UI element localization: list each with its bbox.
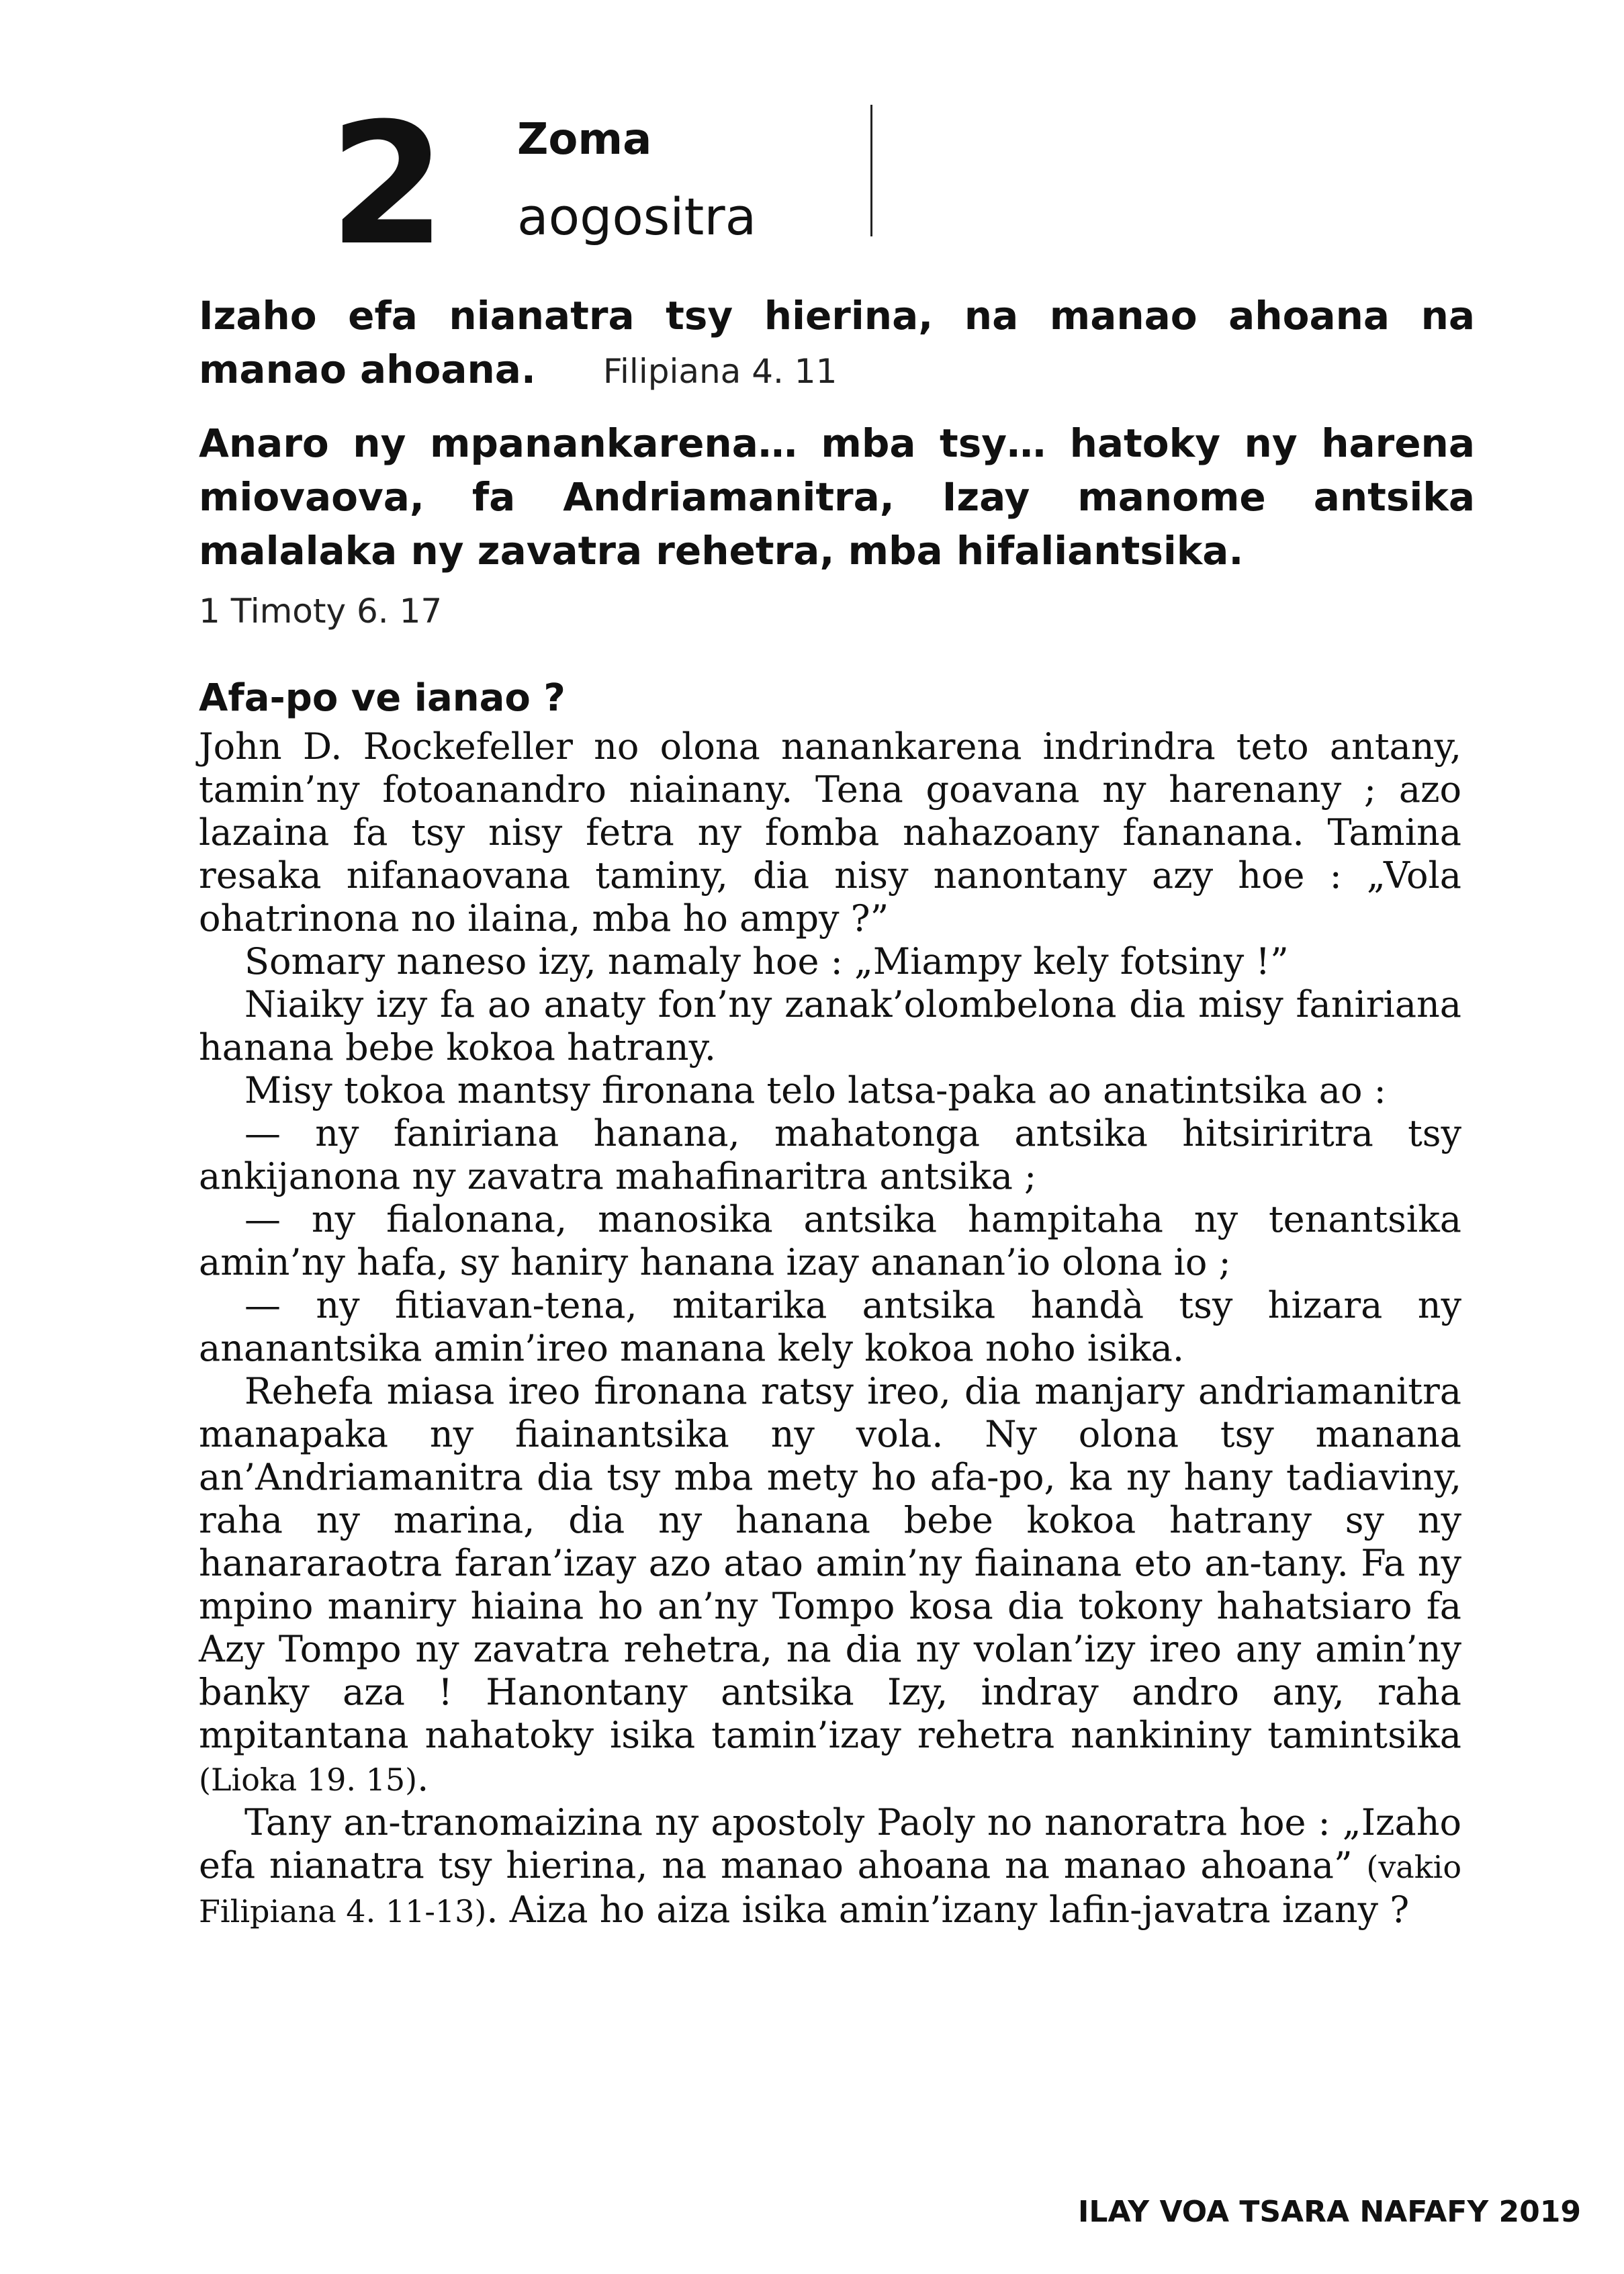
devotional-body bbox=[199, 725, 1461, 1933]
body-paragraph: Misy tokoa mantsy fironana telo latsa-paka ao anatintsika ao : bbox=[244, 1069, 1386, 1111]
body-paragraph: Niaiky izy fa ao anaty fon’ny zanak’olombelona dia misy faniriana hanana bebe kokoa hatrany. bbox=[199, 983, 1461, 1068]
second-verse bbox=[199, 416, 1475, 578]
day-number: 2 bbox=[329, 87, 442, 282]
section-title: Afa-po ve ianao ? bbox=[199, 676, 566, 720]
list-item: — ny fialonana, manosika antsika hampitaha ny tenantsika amin’ny hafa, sy haniry hanana izay ananan’io olona io ; bbox=[199, 1198, 1461, 1283]
body-paragraph bbox=[199, 1801, 1461, 1933]
body-paragraph: John D. Rockefeller no olona nanankarena indrindra teto antany, tamin’ny fotoanandro niainany. Tena goavana ny harenany ; azo lazaina fa tsy nisy fetra ny fomba nahazoany fananana. Tamina resaka nifanaovana taminy, dia nisy nanontany azy hoe : „Vola ohatrinona no ilaina, mba ho ampy ?” bbox=[199, 725, 1461, 940]
header-divider bbox=[870, 105, 872, 236]
scripture-reference: (vakio Filipiana 4. 11-13) bbox=[199, 1849, 1462, 1929]
scripture-reference: (Lioka 19. 15) bbox=[199, 1762, 418, 1798]
month-label: aogositra bbox=[517, 187, 757, 246]
key-verse-text: Izaho efa nianatra tsy hierina, na manao ahoana na manao ahoana. bbox=[199, 293, 1475, 392]
key-verse bbox=[199, 289, 1475, 398]
body-text: Tany an-tranomaizina ny apostoly Paoly no nanoratra hoe : „Izaho efa nianatra tsy hierina, na manao ahoana na manao ahoana” bbox=[199, 1801, 1461, 1886]
body-text: . Aiza ho aiza isika amin’izany lafin-javatra izany ? bbox=[486, 1889, 1410, 1931]
body-text: . bbox=[417, 1757, 429, 1799]
body-paragraph: Somary naneso izy, namaly hoe : „Miampy kely fotsiny !” bbox=[244, 940, 1289, 983]
key-verse-reference: Filipiana 4. 11 bbox=[602, 352, 838, 391]
second-verse-text: Anaro ny mpanankarena… mba tsy… hatoky ny harena miovaova, fa Andriamanitra, Izay manome antsika malalaka ny zavatra rehetra, mba hifaliantsika. bbox=[199, 420, 1475, 574]
footer-publication: ILAY VOA TSARA NAFAFY 2019 bbox=[1078, 2195, 1581, 2229]
weekday-label: Zoma bbox=[517, 115, 652, 165]
body-paragraph bbox=[199, 1370, 1461, 1801]
body-text: Rehefa miasa ireo fironana ratsy ireo, dia manjary andriamanitra manapaka ny fiainantsika ny vola. Ny olona tsy manana an’Andriamanitra dia tsy mba mety ho afa-po, ka ny hany tadiaviny, raha ny marina, dia ny hanana bebe kokoa hatrany sy ny hanararaotra faran’izay azo atao amin’ny fiainana eto an-tany. Fa ny mpino maniry hiaina ho an’ny Tompo kosa dia tokony hahatsiaro fa Azy Tompo ny zavatra rehetra, na dia ny volan’izy ireo any amin’ny banky aza ! Hanontany antsika Izy, indray andro any, raha mpitantana nahatoky isika tamin’izay rehetra nankininy tamintsika bbox=[199, 1370, 1461, 1756]
list-item: — ny faniriana hanana, mahatonga antsika hitsiriritra tsy ankijanona ny zavatra mahafinaritra antsika ; bbox=[199, 1112, 1461, 1197]
second-verse-reference: 1 Timoty 6. 17 bbox=[199, 592, 443, 631]
list-item: — ny fitiavan-tena, mitarika antsika handà tsy hizara ny ananantsika amin’ireo manana kely kokoa noho isika. bbox=[199, 1284, 1461, 1369]
